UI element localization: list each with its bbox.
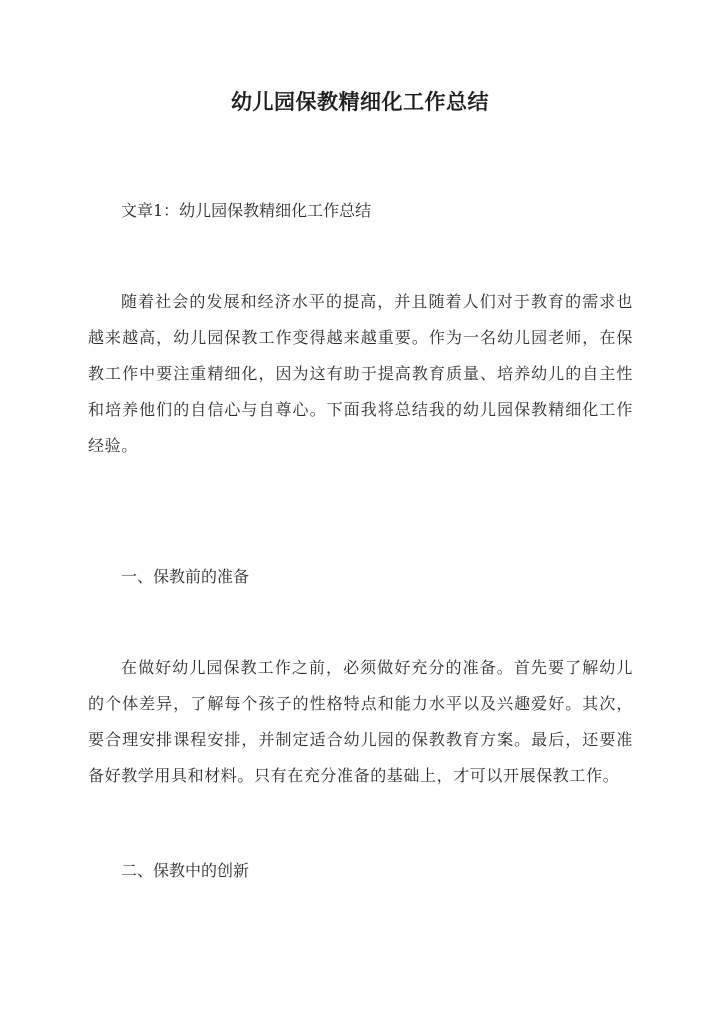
- section-heading-innovation: 二、保教中的创新: [121, 861, 250, 880]
- document-title: 幼儿园保教精细化工作总结: [231, 89, 489, 114]
- article-label: 文章1：幼儿园保教精细化工作总结: [121, 201, 372, 220]
- intro-paragraph: 随着社会的发展和经济水平的提高，并且随着人们对于教育的需求也越来越高，幼儿园保教工作变得越来越重要。作为一名幼儿园老师，在保教工作中要注重精细化，因为这有助于提高教育质量、培养幼儿的自主性和培养他们的自信心与自尊心。下面我将总结我的幼儿园保教精细化工作经验。: [88, 292, 633, 455]
- section-heading-preparation: 一、保教前的准备: [121, 567, 250, 586]
- section-body-preparation: 在做好幼儿园保教工作之前，必须做好充分的准备。首先要了解幼儿的个体差异，了解每个孩子的性格特点和能力水平以及兴趣爱好。其次，要合理安排课程安排，并制定适合幼儿园的保教教育方案。最后，还要准备好教学用具和材料。只有在充分准备的基础上，才可以开展保教工作。: [88, 658, 633, 785]
